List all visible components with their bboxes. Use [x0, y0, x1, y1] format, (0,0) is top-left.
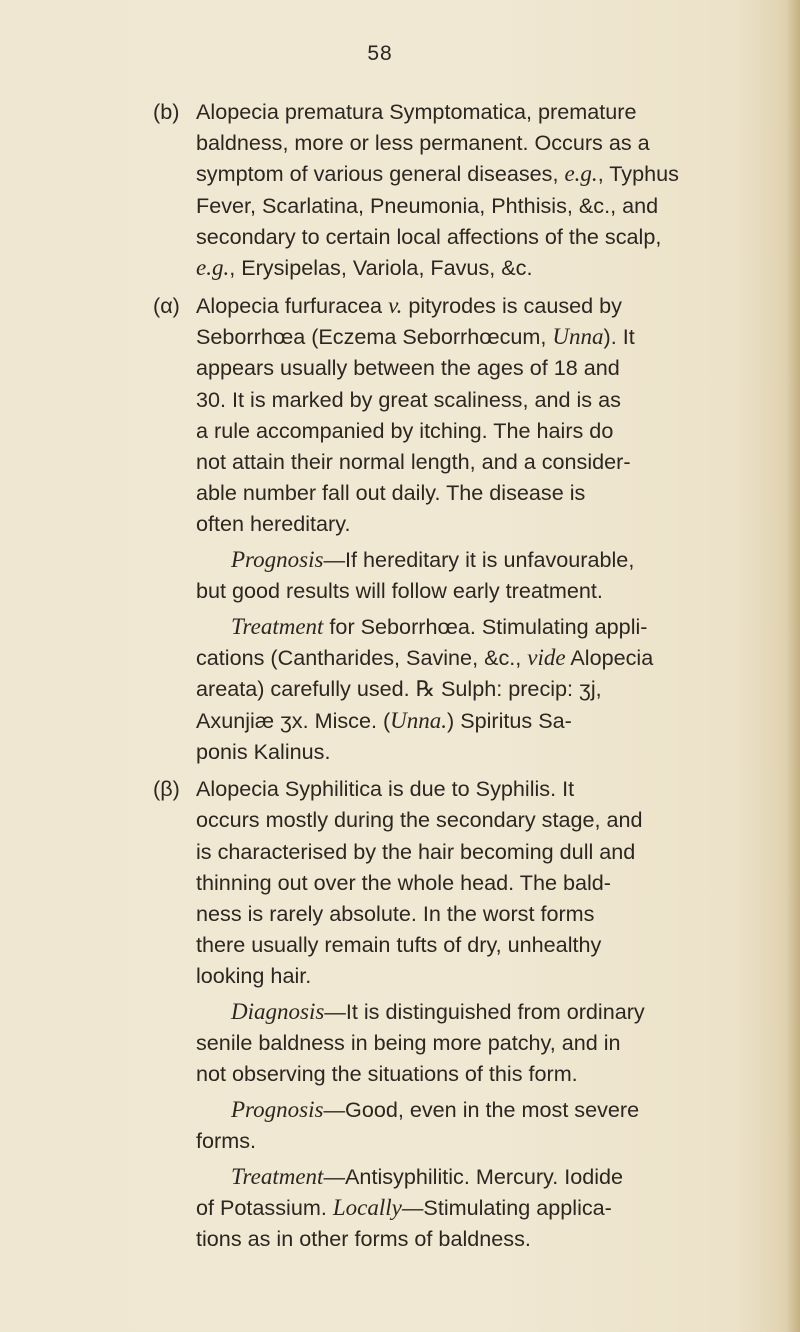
- section-label-b: (b): [153, 99, 180, 124]
- prognosis-paragraph: Prognosis—Good, even in the most severe: [231, 1097, 640, 1122]
- page-edge-shadow: [786, 0, 800, 1332]
- diagnosis-paragraph: Diagnosis—It is distinguished from ordinary: [231, 999, 645, 1024]
- text-line: a rule accompanied by itching. The hairs do: [196, 418, 614, 443]
- text-line: there usually remain tufts of dry, unhealthy: [196, 932, 602, 957]
- text-line: e.g., Erysipelas, Variola, Favus, &c.: [196, 255, 533, 280]
- treatment-paragraph: Treatment—Antisyphilitic. Mercury. Iodide: [231, 1164, 624, 1189]
- section-label-alpha: (α): [153, 293, 180, 318]
- text-line: Axunjiæ ʒx. Misce. (Unna.) Spiritus Sa-: [196, 708, 572, 733]
- text-line: thinning out over the whole head. The bald-: [196, 870, 611, 895]
- text-line: tions as in other forms of baldness.: [196, 1226, 531, 1251]
- text-line: looking hair.: [196, 963, 312, 988]
- text-line: forms.: [196, 1128, 256, 1153]
- text-line: of Potassium. Locally—Stimulating applica-: [196, 1195, 612, 1220]
- text-line: but good results will follow early treatment.: [196, 578, 603, 603]
- text-line: not observing the situations of this form.: [196, 1061, 578, 1086]
- text-line: cations (Cantharides, Savine, &c., vide Alopecia: [196, 645, 654, 670]
- text-line: ponis Kalinus.: [196, 739, 331, 764]
- text-line: areata) carefully used. ℞ Sulph: precip: ʒj,: [196, 676, 602, 701]
- text-line: is characterised by the hair becoming dull and: [196, 839, 636, 864]
- text-line: able number fall out daily. The disease is: [196, 480, 586, 505]
- text-line: Seborrhœa (Eczema Seborrhœcum, Unna). It: [196, 324, 635, 349]
- text-line: Alopecia prematura Symptomatica, premature: [196, 99, 637, 124]
- text-line: Alopecia Syphilitica is due to Syphilis. It: [196, 776, 575, 801]
- text-line: appears usually between the ages of 18 and: [196, 355, 620, 380]
- text-line: symptom of various general diseases, e.g., Typhus: [196, 161, 679, 186]
- page-number: 58: [367, 42, 393, 65]
- treatment-paragraph: Treatment for Seborrhœa. Stimulating appli-: [231, 614, 648, 639]
- text-line: occurs mostly during the secondary stage, and: [196, 807, 643, 832]
- text-line: ness is rarely absolute. In the worst forms: [196, 901, 595, 926]
- text-line: secondary to certain local affections of the scalp,: [196, 224, 662, 249]
- prognosis-paragraph: Prognosis—If hereditary it is unfavourable,: [231, 547, 635, 572]
- text-line: Alopecia furfuracea v. pityrodes is caused by: [196, 293, 622, 318]
- text-line: senile baldness in being more patchy, and in: [196, 1030, 621, 1055]
- text-line: 30. It is marked by great scaliness, and is as: [196, 387, 621, 412]
- text-line: baldness, more or less permanent. Occurs as a: [196, 130, 650, 155]
- text-line: not attain their normal length, and a consider-: [196, 449, 631, 474]
- section-label-beta: (β): [153, 776, 180, 801]
- text-line: often hereditary.: [196, 511, 351, 536]
- text-line: Fever, Scarlatina, Pneumonia, Phthisis, &c., and: [196, 193, 659, 218]
